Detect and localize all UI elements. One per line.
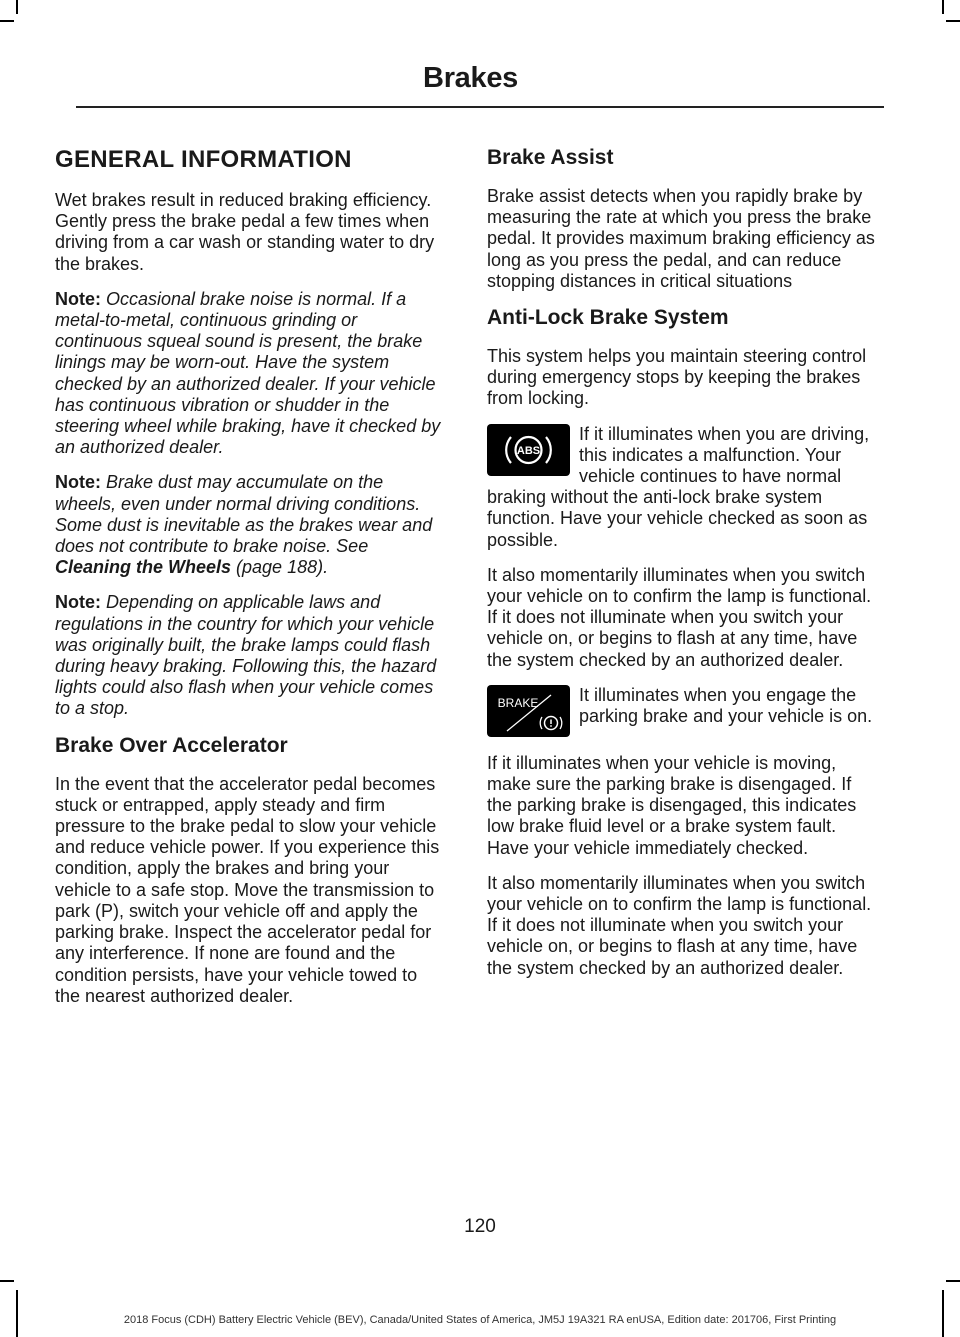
crop-mark — [16, 0, 18, 14]
crop-mark — [946, 20, 960, 22]
header-divider — [76, 106, 884, 108]
brake-icon-label: BRAKE — [497, 695, 539, 710]
note-label: Note: — [55, 592, 101, 613]
note-label: Note: — [55, 288, 101, 309]
note-brake-lamps — [55, 592, 447, 719]
right-column — [487, 146, 879, 993]
abs-malfunction-text: If it illuminates when you are driving, this indicates a malfunction. Your vehicle continues to have normal braking without the anti-lock brake system function. Have your vehicle checked as soon as possible. — [487, 423, 870, 550]
crop-mark — [942, 0, 944, 14]
abs-intro-text: This system helps you maintain steering control during emergency stops by keeping the brakes from locking. — [487, 346, 867, 409]
brake-over-accelerator-heading: Brake Over Accelerator — [55, 733, 288, 757]
abs-lamp-check-text: It also momentarily illuminates when you switch your vehicle on to confirm the lamp is functional. If it does not illuminate when you switch your vehicle on, or begins to flash at any time, have the system checked by an authorized dealer. — [487, 564, 872, 670]
note-brake-noise — [55, 289, 447, 459]
page-title: Brakes — [423, 62, 518, 94]
brake-warning-lamp-icon — [487, 685, 570, 737]
note-text: Brake dust may accumulate on the wheels, even under normal driving conditions. Some dust is inevitable as the brakes wear and does not contribute to brake noise. See — [55, 472, 433, 557]
intro-paragraph: Wet brakes result in reduced braking efficiency. Gently press the brake pedal a few times when driving from a car wash or standing water to dry the brakes. — [55, 190, 435, 274]
brake-lamp-check-text: It also momentarily illuminates when you switch your vehicle on to confirm the lamp is functional. If it does not illuminate when you switch your vehicle on, or begins to flash at any time, have the system checked by an authorized dealer. — [487, 872, 872, 978]
abs-warning-lamp-icon — [487, 424, 570, 476]
note-brake-dust — [55, 472, 447, 578]
crop-mark — [0, 20, 14, 22]
note-text: Depending on applicable laws and regulations in the country for which your vehicle was originally built, the brake lamps could flash during heavy braking. Following this, the hazard lights could also flash when your vehicle comes to a stop. — [55, 592, 437, 719]
brake-assist-heading: Brake Assist — [487, 146, 614, 169]
general-information-heading: GENERAL INFORMATION — [55, 146, 352, 173]
parking-brake-text: It illuminates when you engage the parking brake and your vehicle is on. — [579, 684, 873, 727]
note-text: Occasional brake noise is normal. If a metal-to-metal, continuous grinding or continuous squeal sound is present, the brake linings may be worn-out. Have the system checked by an authorized dealer. If your vehicle has continuous vibration or shudder in the steering wheel while braking, have it checked by an authorized dealer. — [55, 288, 441, 458]
crop-mark — [0, 1280, 14, 1282]
page-reference: (page 188). — [231, 557, 329, 578]
crop-mark — [946, 1280, 960, 1282]
abs-warning-block — [487, 424, 879, 551]
left-column — [55, 146, 447, 1021]
cleaning-wheels-link[interactable]: Cleaning the Wheels — [55, 557, 232, 578]
brake-assist-text: Brake assist detects when you rapidly brake by measuring the rate at which you press the brake pedal. It provides maximum braking efficiency as long as you press the pedal, and can reduce stopping distances in critical situations — [487, 186, 875, 291]
brake-over-accelerator-text: In the event that the accelerator pedal becomes stuck or entrapped, apply steady and firm pressure to the brake pedal to slow your vehicle and reduce vehicle power. If you experience this condition, apply the brakes and bring your vehicle to a safe stop. Move the transmission to park (P), switch your vehicle off and apply the parking brake. Inspect the accelerator pedal for any interference. If none are found and the condition persists, have your vehicle towed to the nearest authorized dealer. — [55, 773, 440, 1006]
footer-edition-info: 2018 Focus (CDH) Battery Electric Vehicle (BEV), Canada/United States of America, JM5J 19A321 RA enUSA, Edition date: 201706, First Printing — [123, 1314, 837, 1326]
abs-icon-label: ABS — [516, 444, 541, 457]
page-number: 120 — [464, 1216, 496, 1237]
brake-moving-text: If it illuminates when your vehicle is moving, make sure the parking brake is disengaged. If the parking brake is disengaged, this indicates low brake fluid level or a brake system fault. Have your vehicle immediately checked. — [487, 752, 857, 858]
brake-warning-block — [487, 685, 879, 739]
note-label: Note: — [55, 472, 101, 493]
anti-lock-brake-heading: Anti-Lock Brake System — [487, 306, 729, 330]
